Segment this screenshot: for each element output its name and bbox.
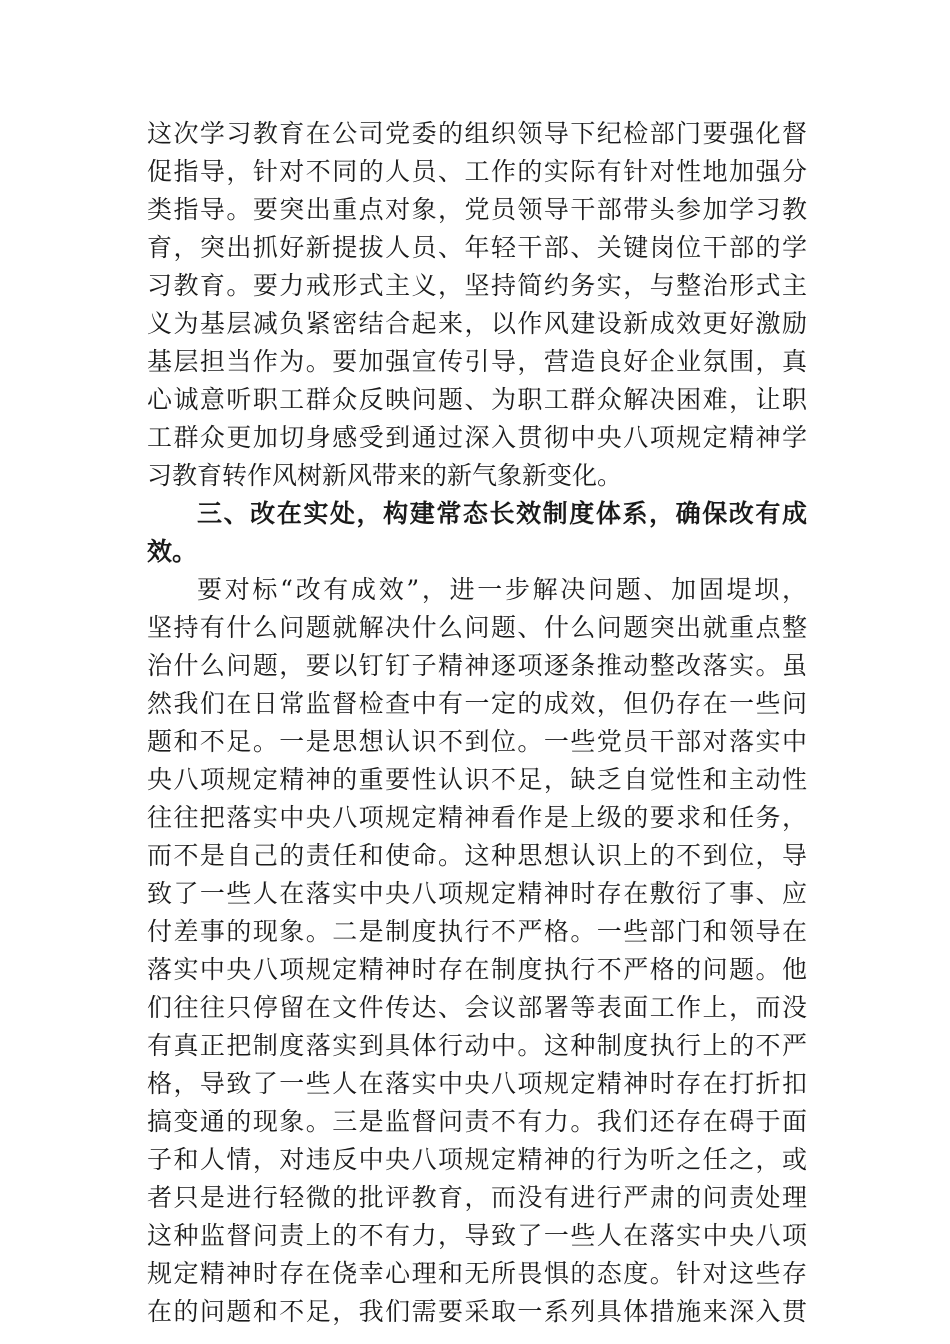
text-line: 子和人情，对违反中央八项规定精神的行为听之任之，或 (147, 1145, 807, 1174)
text-line: 落实中央八项规定精神时存在制度执行不严格的问题。他 (147, 955, 807, 984)
heading-line: 三、改在实处，构建常态长效制度体系，确保改有成 (197, 499, 807, 528)
text-line: 格，导致了一些人在落实中央八项规定精神时存在打折扣 (147, 1069, 807, 1098)
text-line: 者只是进行轻微的批评教育，而没有进行严肃的问责处理 (147, 1183, 807, 1212)
text-line: 致了一些人在落实中央八项规定精神时存在敷衍了事、应 (147, 879, 807, 908)
text-line: 义为基层减负紧密结合起来，以作风建设新成效更好激励 (147, 309, 807, 338)
text-line: 育，突出抓好新提拔人员、年轻干部、关键岗位干部的学 (147, 233, 807, 262)
text-line: 题和不足。一是思想认识不到位。一些党员干部对落实中 (147, 727, 807, 756)
text-line: 往往把落实中央八项规定精神看作是上级的要求和任务， (147, 803, 807, 832)
text-line: 要对标“改有成效”，进一步解决问题、加固堤坝， (197, 575, 807, 604)
text-line: 有真正把制度落实到具体行动中。这种制度执行上的不严 (147, 1031, 807, 1060)
text-line: 在的问题和不足，我们需要采取一系列具体措施来深入贯 (147, 1297, 807, 1326)
text-line: 习教育转作风树新风带来的新气象新变化。 (147, 461, 623, 490)
text-line: 类指导。要突出重点对象，党员领导干部带头参加学习教 (147, 195, 807, 224)
text-line: 这次学习教育在公司党委的组织领导下纪检部门要强化督 (147, 119, 807, 148)
text-line: 搞变通的现象。三是监督问责不有力。我们还存在碍于面 (147, 1107, 807, 1136)
text-line: 坚持有什么问题就解决什么问题、什么问题突出就重点整 (147, 613, 807, 642)
text-line: 心诚意听职工群众反映问题、为职工群众解决困难，让职 (147, 385, 807, 414)
text-line: 付差事的现象。二是制度执行不严格。一些部门和领导在 (147, 917, 807, 946)
text-line: 促指导，针对不同的人员、工作的实际有针对性地加强分 (147, 157, 807, 186)
text-line: 习教育。要力戒形式主义，坚持简约务实，与整治形式主 (147, 271, 807, 300)
text-line: 而不是自己的责任和使命。这种思想认识上的不到位，导 (147, 841, 807, 870)
text-line: 这种监督问责上的不有力，导致了一些人在落实中央八项 (147, 1221, 807, 1250)
text-line: 基层担当作为。要加强宣传引导，营造良好企业氛围，真 (147, 347, 807, 376)
heading-line: 效。 (147, 537, 198, 566)
text-line: 央八项规定精神的重要性认识不足，缺乏自觉性和主动性 (147, 765, 807, 794)
text-line: 工群众更加切身感受到通过深入贯彻中央八项规定精神学 (147, 423, 807, 452)
text-line: 治什么问题，要以钉钉子精神逐项逐条推动整改落实。虽 (147, 651, 807, 680)
text-line: 然我们在日常监督检查中有一定的成效，但仍存在一些问 (147, 689, 807, 718)
text-line: 规定精神时存在侥幸心理和无所畏惧的态度。针对这些存 (147, 1259, 807, 1288)
text-line: 们往往只停留在文件传达、会议部署等表面工作上，而没 (147, 993, 807, 1022)
